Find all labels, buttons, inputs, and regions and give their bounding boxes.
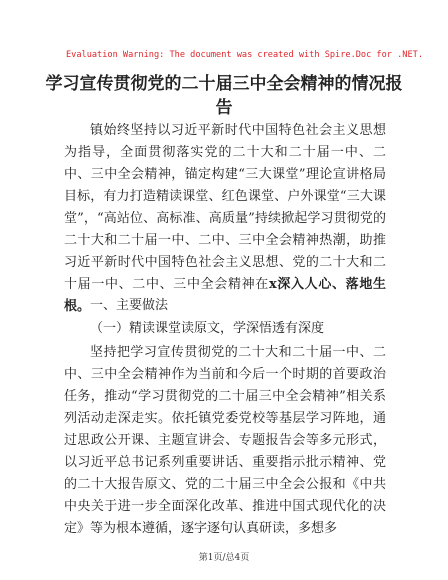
intro-paragraph [64, 120, 386, 318]
document-title: 学习宣传贯彻党的二十届三中全会精神的情况报告 [45, 74, 403, 118]
intro-text: 镇始终坚持以习近平新时代中国特色社会主义思想为指导，全面贯彻落实党的二十大和二十届一中、二中、三中全会精神，锚定构建“三大课堂”理论宣讲格局目标，有力打造精读课堂、红色课堂、户外课堂“三大课堂”，“高站位、高标准、高质量”持续掀起学习贯彻党的二十大和二十届一中、二中、三中全会精神热潮，助推习近平新时代中国特色社会主义思想、党的二十大和二十届一中、二中、三中全会精神在 [64, 123, 386, 292]
section-heading: 一、主要做法 [90, 298, 169, 313]
body-paragraph: 坚持把学习宣传贯彻党的二十大和二十届一中、二中、三中全会精神作为当前和今后一个时期的首要政治任务，推动“学习贯彻党的二十届三中全会精神”相关系列活动走深走实。依托镇党委党校等基层学习阵地，通过思政公开课、主题宣讲会、专题报告会等多元形式，以习近平总书记系列重要讲话、重要指示批示精神、党的二十大报告原文、党的二十届三中全会公报和《中共中央关于进一步全面深化改革、推进中国式现代化的决定》等为根本遵循，逐字逐句认真研读，多想多 [64, 345, 386, 536]
page-footer: 第1页/总4页 [198, 553, 250, 563]
evaluation-warning: Evaluation Warning: The document was created with Spire.Doc for .NET. [66, 50, 423, 60]
subsection-heading: （一）精读课堂读原文，学深悟透有深度 [90, 321, 325, 336]
intro-bold-tail: x深入人心、落地生根。 [64, 277, 386, 314]
